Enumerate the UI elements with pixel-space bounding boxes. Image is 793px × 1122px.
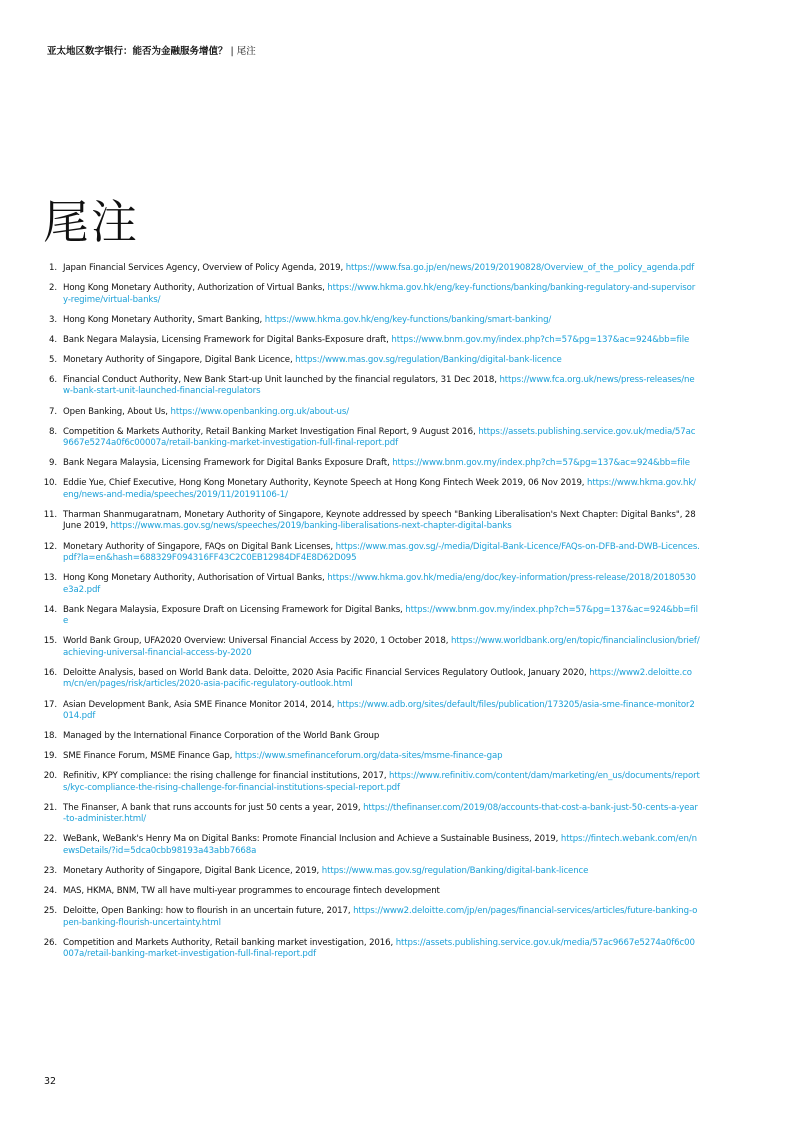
endnote-link[interactable]: https://www.hkma.gov.hk/eng/key-functions/banking/banking-regulatory-and-supervisory-regime/virtual-banks/ [63,283,696,305]
endnote-item [40,427,700,450]
endnote-item [40,834,700,857]
endnote-link[interactable]: https://assets.publishing.service.gov.uk/media/57ac9667e5274a0f6c00007a/retail-banking-market-investigation-full-final-report.pdf [63,937,695,960]
endnote-text: Tharman Shanmugaratnam, Monetary Authority of Singapore, Keynote addressed by speech "Banking Liberalisation's Next Chapter: Digital Banks", 28 June 2019, [63,509,696,532]
endnote-link[interactable]: https://www.smefinanceforum.org/data-sites/msme-finance-gap [234,751,503,762]
endnote-item [40,751,700,763]
endnote-item [40,355,700,367]
endnote-text: Hong Kong Monetary Authority, Smart Banking, [63,314,265,325]
endnote-link[interactable]: https://www.mas.gov.sg/news/speeches/2019/banking-liberalisations-next-chapter-digital-banks [110,521,512,532]
endnote-link[interactable]: https://www.bnm.gov.my/index.php?ch=57&pg=137&ac=924&bb=file [63,604,698,627]
endnote-text: Open Banking, About Us, [63,406,171,417]
endnote-text: Bank Negara Malaysia, Exposure Draft on Licensing Framework for Digital Banks, [63,604,406,615]
endnote-number: 4. [49,334,57,345]
endnote-link[interactable]: https://fintech.webank.com/en/newsDetails/?id=5dca0cbb98193a43abb7668a [63,834,697,856]
endnote-number: 22. [43,834,57,845]
endnote-number: 9. [49,458,57,469]
endnote-item [40,668,700,691]
endnote-number: 11. [43,509,57,520]
page-title: 尾注 [43,194,139,249]
endnote-number: 20. [43,771,57,782]
endnote-link[interactable]: https://www.bnm.gov.my/index.php?ch=57&pg=137&ac=924&bb=file [391,334,690,345]
endnote-item [40,906,700,929]
endnote-link[interactable]: https://www2.deloitte.com/jp/en/pages/financial-services/articles/future-banking-open-banking-flourish-uncertainty.html [63,906,698,928]
endnote-item [40,375,700,398]
endnote-number: 25. [43,906,57,917]
endnote-number: 21. [43,802,57,813]
endnote-item [40,803,700,826]
endnote-item [40,605,700,628]
endnote-item [40,407,700,419]
endnote-item [40,478,700,501]
endnote-text: Bank Negara Malaysia, Licensing Framework for Digital Banks Exposure Draft, [63,458,393,469]
endnote-number: 10. [43,478,57,489]
header-title: 亚太地区数字银行：能否为金融服务增值？ [47,46,228,57]
endnote-text: Financial Conduct Authority, New Bank Start-up Unit launched by the financial regulators, 31 Dec 2018, [63,374,500,385]
endnote-text: Refinitiv, KPY compliance: the rising challenge for financial institutions, 2017, [63,771,390,782]
endnote-link[interactable]: https://www2.deloitte.com/cn/en/pages/risk/articles/2020-asia-pacific-regulatory-outlook.html [63,667,692,690]
endnote-link[interactable]: https://www.hkma.gov.hk/eng/key-functions/banking/smart-banking/ [264,314,552,325]
endnote-link[interactable]: https://thefinanser.com/2019/08/accounts-that-cost-a-bank-just-50-cents-a-year-to-administer.html/ [63,802,698,825]
endnote-item [40,573,700,596]
endnote-text: The Finanser, A bank that runs accounts for just 50 cents a year, 2019, [63,802,364,813]
header-section: | 尾注 [227,46,256,57]
endnote-item [40,283,700,306]
endnote-text: Deloitte Analysis, based on World Bank data. Deloitte, 2020 Asia Pacific Financial Services Regulatory Outlook, January 2020, [63,667,590,678]
endnote-text: Monetary Authority of Singapore, Digital Bank Licence, [63,354,296,365]
endnote-item [40,263,700,275]
endnote-item [40,700,700,723]
endnote-number: 1. [49,263,57,273]
endnote-item [40,866,700,878]
endnote-number: 13. [43,573,57,584]
endnote-text: SME Finance Forum, MSME Finance Gap, [63,751,235,762]
endnote-text: Competition & Markets Authority, Retail Banking Market Investigation Final Report, 9 August 2016, [63,426,479,437]
endnote-text: MAS, HKMA, BNM, TW all have multi-year programmes to encourage fintech development [63,886,440,897]
endnote-number: 14. [43,604,57,615]
endnote-item [40,510,700,533]
endnote-text: Deloitte, Open Banking: how to flourish in an uncertain future, 2017, [63,906,354,917]
endnote-number: 17. [43,699,57,710]
endnote-number: 19. [43,751,57,762]
endnote-link[interactable]: https://www.hkma.gov.hk/eng/news-and-media/speeches/2019/11/20191106-1/ [63,478,696,500]
running-header [47,43,256,57]
endnote-text: Hong Kong Monetary Authority, Authorization of Virtual Banks, [63,283,328,294]
endnote-item [40,542,700,565]
endnote-text: Managed by the International Finance Corporation of the World Bank Group [63,731,380,742]
endnote-number: 23. [43,866,57,877]
endnote-number: 7. [49,406,57,417]
endnote-text: Asian Development Bank, Asia SME Finance Monitor 2014, 2014, [63,699,337,710]
endnote-link[interactable]: https://www.mas.gov.sg/regulation/Banking/digital-bank-licence [321,866,589,877]
endnote-link[interactable]: https://www.openbanking.org.uk/about-us/ [170,406,350,417]
endnote-link[interactable]: https://www.fca.org.uk/news/press-releases/new-bank-start-unit-launched-financial-regulators [63,374,695,397]
endnote-number: 6. [49,374,57,385]
endnote-number: 2. [49,283,57,294]
page-number: 32 [44,1076,57,1087]
endnote-item [40,458,700,470]
endnote-number: 16. [43,667,57,678]
endnotes-list [40,263,700,969]
endnote-number: 3. [49,314,57,325]
endnote-number: 8. [49,426,57,437]
endnote-link[interactable]: https://www.worldbank.org/en/topic/financialinclusion/brief/achieving-universal-financial-access-by-2020 [63,636,700,658]
endnote-text: Competition and Markets Authority, Retail banking market investigation, 2016, [63,937,396,948]
endnote-link[interactable]: https://www.mas.gov.sg/regulation/Banking/digital-bank-licence [295,354,562,365]
endnote-item [40,335,700,347]
endnote-text: World Bank Group, UFA2020 Overview: Universal Financial Access by 2020, 1 October 2018, [63,636,451,647]
endnote-text: Monetary Authority of Singapore, Digital Bank Licence, 2019, [63,866,322,877]
endnote-link[interactable]: https://www.adb.org/sites/default/files/publication/173205/asia-sme-finance-monitor2014.pdf [63,699,695,721]
endnote-text: Bank Negara Malaysia, Licensing Framework for Digital Banks-Exposure draft, [63,334,392,345]
endnote-number: 18. [43,731,57,742]
endnote-number: 24. [43,886,57,897]
endnote-item [40,636,700,659]
endnote-number: 12. [43,541,57,552]
endnote-number: 15. [43,636,57,647]
endnote-item [40,938,700,961]
endnote-link[interactable]: https://www.hkma.gov.hk/media/eng/doc/key-information/press-release/2018/20180530e3a2.pdf [63,573,696,595]
endnote-item [40,315,700,327]
endnote-number: 5. [49,354,57,365]
endnote-text: Monetary Authority of Singapore, FAQs on Digital Bank Licenses, [63,541,336,552]
endnote-item [40,731,700,743]
endnote-text: Hong Kong Monetary Authority, Authorisation of Virtual Banks, [63,573,328,584]
endnote-link[interactable]: https://assets.publishing.service.gov.uk/media/57ac9667e5274a0f6c00007a/retail-banking-market-investigation-full-final-report.pdf [63,426,696,449]
endnote-item [40,771,700,794]
endnote-number: 26. [43,937,57,948]
endnote-text: Eddie Yue, Chief Executive, Hong Kong Monetary Authority, Keynote Speech at Hong Kong Fintech Week 2019, 06 Nov 2019, [63,478,588,489]
endnote-link[interactable]: https://www.bnm.gov.my/index.php?ch=57&pg=137&ac=924&bb=file [392,458,690,469]
endnote-link[interactable]: https://www.fsa.go.jp/en/news/2019/20190828/Overview_of_the_policy_agenda.pdf [345,263,695,273]
endnote-link[interactable]: https://www.mas.gov.sg/-/media/Digital-Bank-Licence/FAQs-on-DFB-and-DWB-Licences.pdf?la=en&hash=688329F094316FF43C2C0EB12984DF4E8D62D095 [63,541,700,564]
endnote-text: Japan Financial Services Agency, Overview of Policy Agenda, 2019, [63,263,346,273]
endnote-item [40,886,700,898]
endnote-link[interactable]: https://www.refinitiv.com/content/dam/marketing/en_us/documents/reports/kyc-compliance-the-rising-challenge-for-financial-institutions-special-report.pdf [63,771,700,793]
endnote-text: WeBank, WeBank's Henry Ma on Digital Banks: Promote Financial Inclusion and Achieve a Sustainable Business, 2019, [63,834,561,845]
